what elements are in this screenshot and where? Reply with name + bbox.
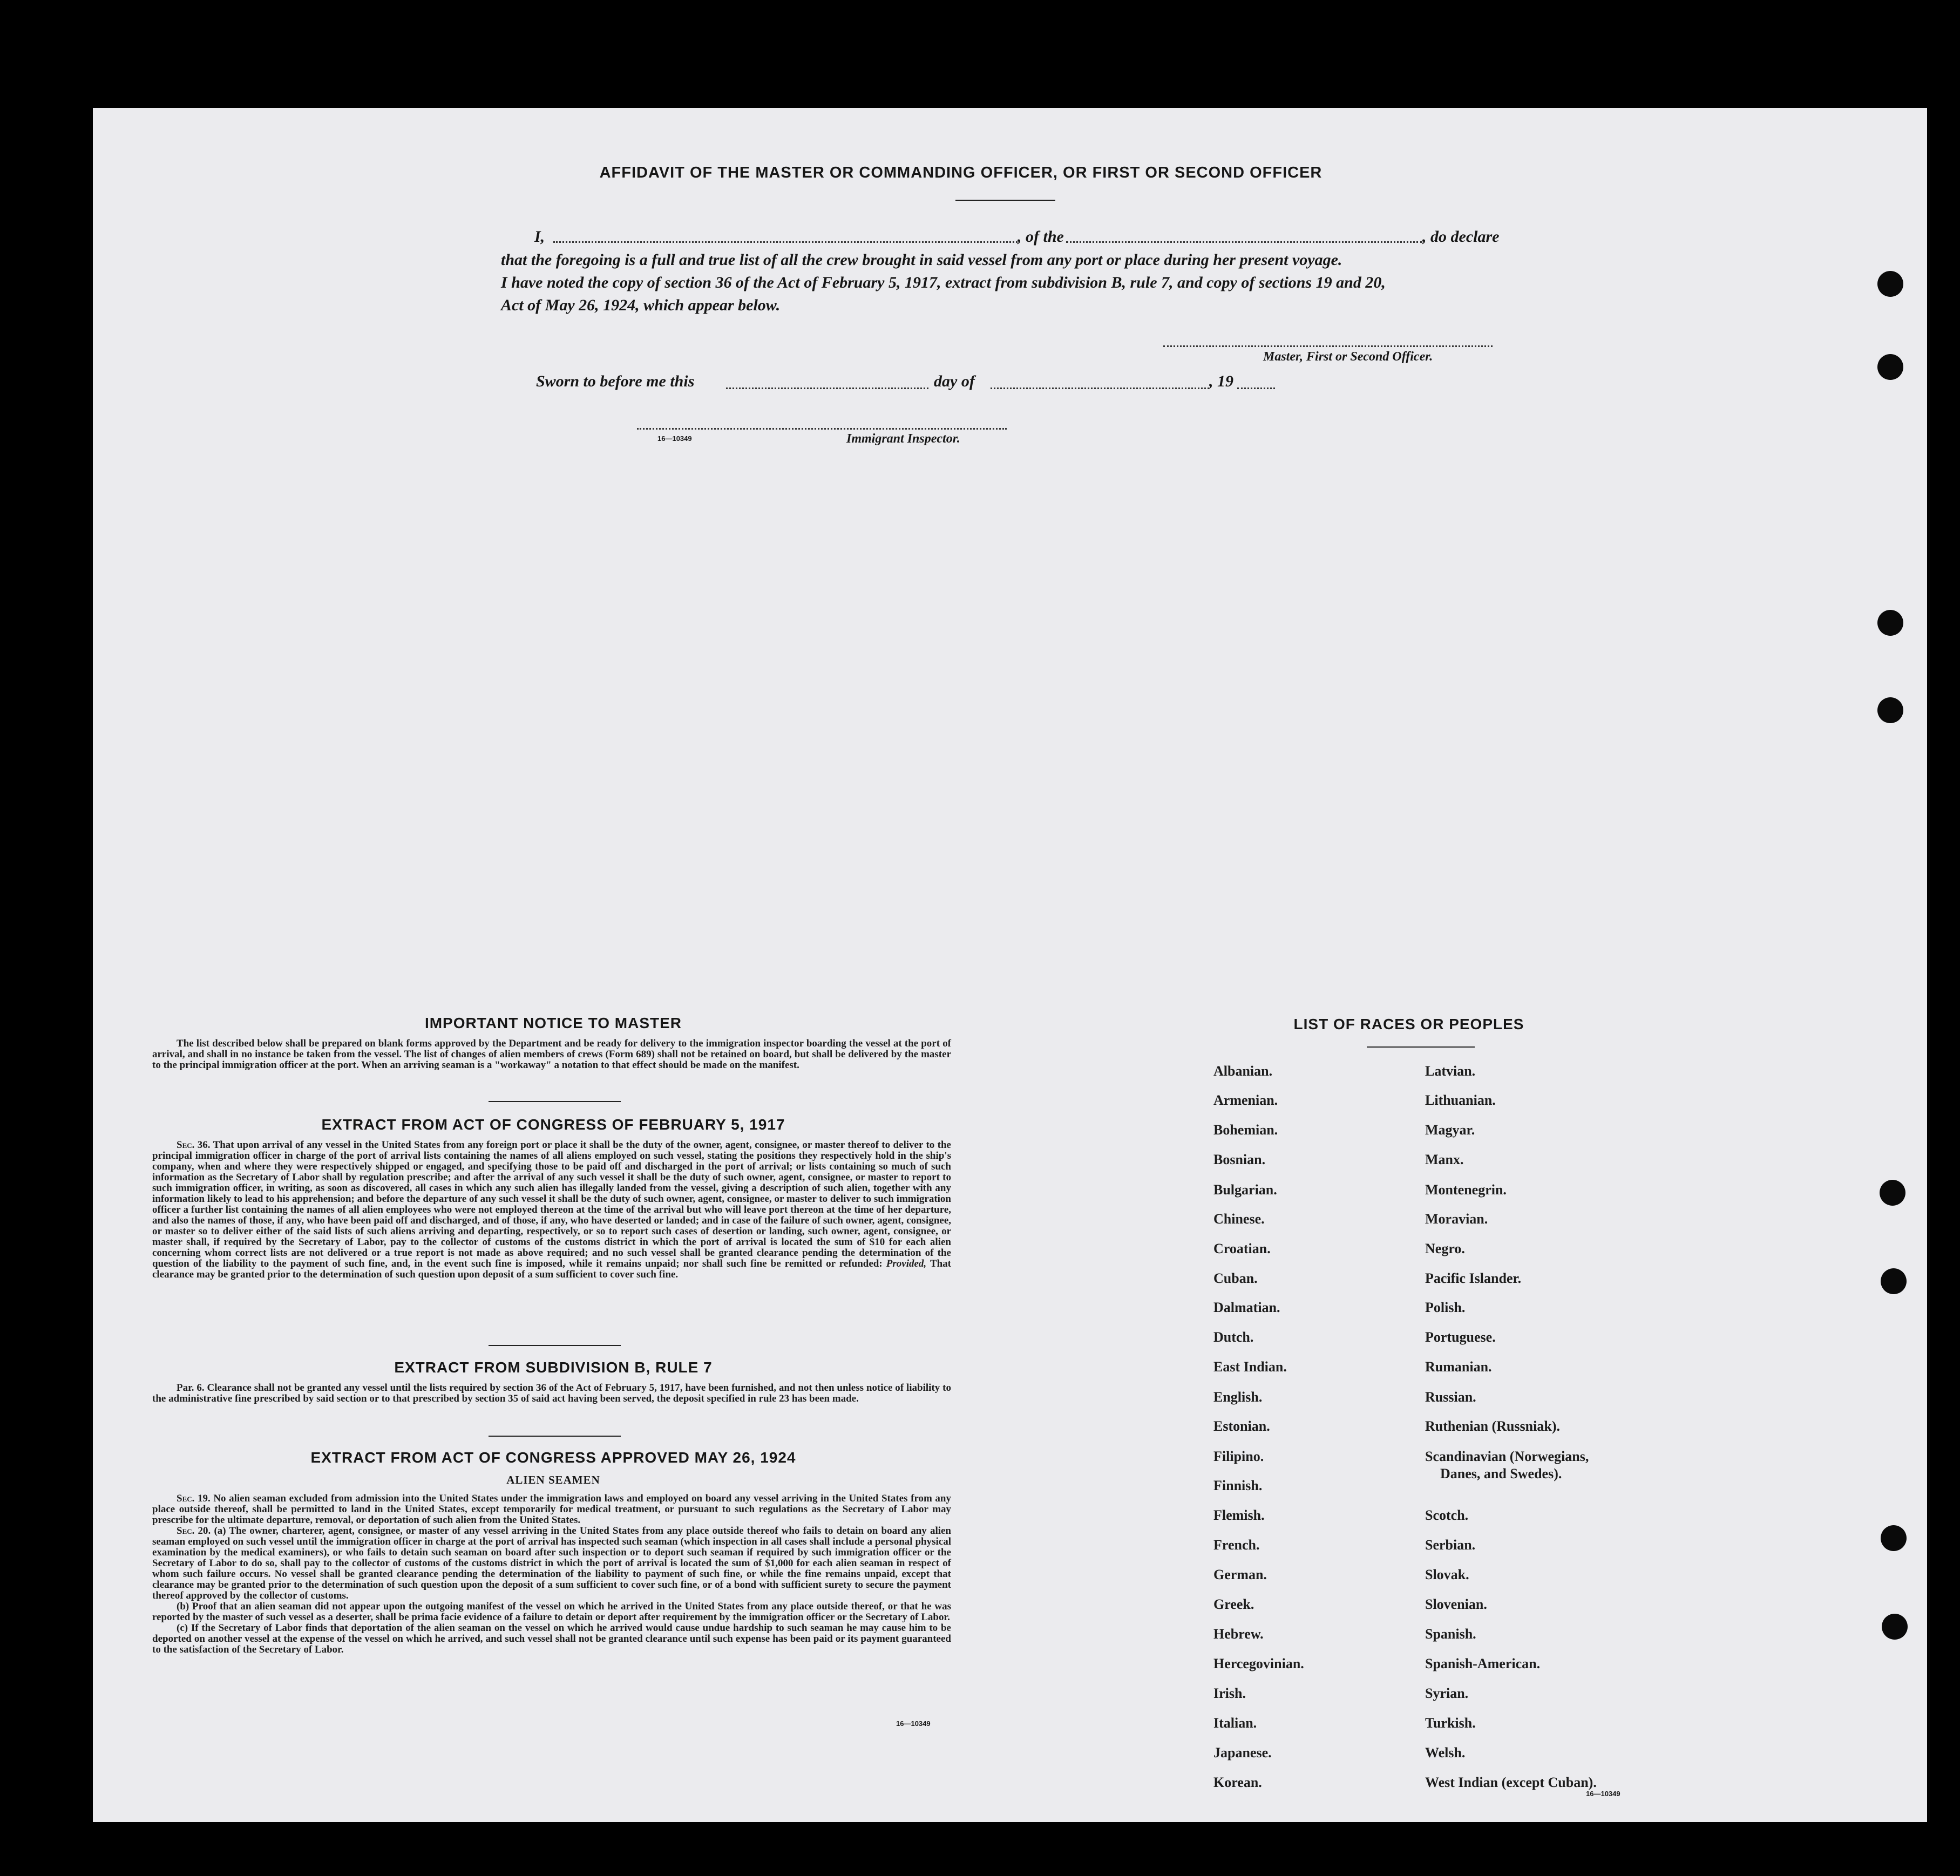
- race-item: Welsh.: [1425, 1745, 1466, 1761]
- race-item: Serbian.: [1425, 1537, 1476, 1553]
- race-item: Negro.: [1425, 1241, 1465, 1256]
- vessel-field[interactable]: [1066, 241, 1422, 243]
- day-of-text: day of: [934, 372, 975, 390]
- sections-19-20-text: [152, 1493, 951, 1655]
- binder-hole: [1877, 697, 1903, 723]
- race-item: Albanian.: [1213, 1063, 1273, 1079]
- race-item: English.: [1213, 1389, 1263, 1405]
- affidavit-do-declare: , do declare: [1422, 228, 1500, 246]
- divider: [1367, 1046, 1475, 1048]
- race-item: Syrian.: [1425, 1685, 1469, 1701]
- divider: [489, 1436, 621, 1437]
- race-item: Montenegrin.: [1425, 1182, 1507, 1198]
- race-item: Finnish.: [1213, 1478, 1263, 1493]
- section-label: Sec. 36.: [177, 1139, 211, 1151]
- binder-hole: [1880, 1180, 1905, 1206]
- race-item: Spanish.: [1425, 1626, 1476, 1642]
- affidavit-i: I,: [534, 228, 545, 246]
- rule-7-title: EXTRACT FROM SUBDIVISION B, RULE 7: [394, 1359, 713, 1376]
- form-number: 16—10349: [1586, 1790, 1620, 1798]
- race-item: French.: [1213, 1537, 1260, 1553]
- name-field[interactable]: [553, 241, 1018, 243]
- extract-1917-title: EXTRACT FROM ACT OF CONGRESS OF FEBRUARY 5, 1917: [321, 1116, 785, 1133]
- race-item: Bulgarian.: [1213, 1182, 1277, 1198]
- notice-text: [152, 1038, 951, 1071]
- affidavit-line-2: that the foregoing is a full and true list of all the crew brought in said vessel from any port or place during her present voyage.: [501, 251, 1342, 269]
- race-item: Dutch.: [1213, 1329, 1254, 1345]
- affidavit-of-the: , of the: [1018, 228, 1064, 246]
- race-item: Pacific Islander.: [1425, 1270, 1522, 1286]
- inspector-signature-line[interactable]: [637, 428, 1007, 430]
- race-item: Chinese.: [1213, 1211, 1265, 1227]
- section-label: Sec. 19.: [177, 1493, 211, 1504]
- race-item: Magyar.: [1425, 1122, 1475, 1138]
- binder-hole: [1881, 1525, 1907, 1551]
- divider: [955, 200, 1055, 201]
- section-20b-body: (b) Proof that an alien seaman did not appear upon the outgoing manifest of the vessel on which he arrived in the United States from any place outside thereof, or that he was reported by the master of such vessel as a deserter, shall be prima facie evidence of a failure to detain or deport after requirement by the immigration officer or the Secretary of Labor.: [152, 1601, 951, 1623]
- race-item: Polish.: [1425, 1300, 1466, 1315]
- race-item: Korean.: [1213, 1775, 1262, 1790]
- race-item: Scotch.: [1425, 1507, 1469, 1523]
- race-item: Danes, and Swedes).: [1440, 1466, 1562, 1481]
- affidavit-line-4: Act of May 26, 1924, which appear below.: [501, 296, 781, 314]
- race-item: Moravian.: [1425, 1211, 1488, 1227]
- binder-hole: [1877, 271, 1903, 297]
- inspector-caption: Immigrant Inspector.: [846, 432, 960, 446]
- race-item: Slovak.: [1425, 1567, 1469, 1582]
- section-36-body: That upon arrival of any vessel in the United States from any foreign port or place it shall be the duty of the owner, agent, consignee, or master thereof to deliver to the principal immigration officer in charge of the port of arrival lists containing the names of all aliens employed on such vessel, stating the positions they respectively hold in the ship's company, when and where they were respectively shipped or engaged, and specifying those to be paid off and discharged in the port of arrival; or lists containing so much of such information as the Secretary of Labor shall by regulation prescribe; and after the arrival of any such vessel it shall be the duty of such owner, agent, consignee, or master to report to such immigration officer, in writing, as soon as discovered, all cases in which any such alien has illegally landed from the vessel, giving a description of such alien, together with any information likely to lead to his apprehension; and before the departure of any such vessel it shall be the duty of such owner, agent, consignee, or master to deliver to such immigration officer a further list containing the names of all alien employees who were not employed thereon at the time of the arrival but who will leave port thereon at the time of her departure, and also the names of those, if any, who have been paid off and discharged, and of those, if any, who have deserted or landed; and in case of the failure of such owner, agent, consignee, or master so to deliver either of the said lists of such aliens arriving and departing, respectively, or so to report such cases of desertion or landing, such owner, agent, consignee, or master shall, if required by the Secretary of Labor, pay to the collector of customs of the customs district in which the port of arrival is located the sum of $10 for each alien concerning whom correct lists are not delivered or a true report is not made as above required; and no such vessel shall be granted clearance pending the determination of the question of the liability to the payment of such fine, and, in the event such fine is imposed, while it remains unpaid; nor shall such fine be remitted or refunded:: [152, 1139, 951, 1269]
- rule-7-paragraph: Par. 6. Clearance shall not be granted any vessel until the lists required by section 36 of the Act of February 5, 1917, have been furnished, and not then unless notice of liability to the administrative fine prescribed by said section or to that prescribed by section 35 of said act having been served, the deposit specified in rule 23 has been made.: [152, 1382, 951, 1404]
- section-20c-body: (c) If the Secretary of Labor finds that deportation of the alien seaman on the vessel on which he arrived would cause undue hardship to such seaman he may cause him to be deported on another vessel at the expense of the vessel on which he arrived, and such vessel shall not be granted clearance until such expense has been paid or its payment guaranteed to the satisfaction of the Secretary of Labor.: [152, 1622, 951, 1655]
- section-20a-body: (a) The owner, charterer, agent, consignee, or master of any vessel arriving in the United States from any place outside thereof who fails to detain on board any alien seaman employed on such vessel until the immigration officer in charge at the port of arrival has inspected such seaman (which inspection in all cases shall include a personal physical examination by the medical examiners), or who fails to detain such seaman on board after such inspection or to deport such seaman if required by such immigration officer or the Secretary of Labor to do so, shall pay to the collector of customs of the customs district in which the port of arrival is located the sum of $1,000 for each alien seaman in respect of whom such failure occurs. No vessel shall be granted clearance pending the determination of the liability to payment of such fine, or while the fine remains unpaid, except that clearance may be granted prior to the determination of such question upon the deposit of a sum sufficient to cover such fine, or of a bond with sufficient surety to secure the payment thereof approved by the collector of customs.: [152, 1525, 951, 1601]
- race-item: Rumanian.: [1425, 1359, 1492, 1375]
- race-item: Turkish.: [1425, 1715, 1476, 1731]
- race-item: Filipino.: [1213, 1449, 1264, 1464]
- binder-hole: [1882, 1614, 1908, 1640]
- race-item: Italian.: [1213, 1715, 1257, 1731]
- race-item: German.: [1213, 1567, 1267, 1582]
- race-item: Portuguese.: [1425, 1329, 1496, 1345]
- race-item: Flemish.: [1213, 1507, 1265, 1523]
- race-item: Manx.: [1425, 1152, 1464, 1167]
- race-item: East Indian.: [1213, 1359, 1287, 1375]
- form-number: 16—10349: [896, 1719, 931, 1728]
- sworn-month-field[interactable]: [991, 388, 1209, 389]
- race-item: Latvian.: [1425, 1063, 1476, 1079]
- race-item: Slovenian.: [1425, 1596, 1487, 1612]
- divider: [489, 1345, 621, 1346]
- race-item: Hebrew.: [1213, 1626, 1264, 1642]
- proviso-label: Provided,: [886, 1258, 927, 1269]
- section-19-body: No alien seaman excluded from admission into the United States under the immigration laws and employed on board any vessel arriving in the United States from any place outside thereof, shall be permitted to land in the United States, except temporarily for medical treatment, or pursuant to such regulations as the Secretary of Labor may prescribe for the ultimate departure, removal, or deportation of such alien from the United States.: [152, 1493, 951, 1526]
- rule-7-text: [152, 1383, 951, 1404]
- extract-1924-title: EXTRACT FROM ACT OF CONGRESS APPROVED MAY 26, 1924: [310, 1449, 796, 1466]
- race-item: Spanish-American.: [1425, 1656, 1541, 1671]
- notice-title: IMPORTANT NOTICE TO MASTER: [424, 1015, 682, 1031]
- notice-paragraph: The list described below shall be prepared on blank forms approved by the Department and be ready for delivery to the immigration inspector boarding the vessel at the port of arrival, and shall in no instance be taken from the vessel. The list of changes of alien members of crews (Form 689) shall not be retained on board, but shall be delivered by the master to the principal immigration officer at the port. When an arriving seaman is a "workaway" a notation to that effect should be made on the manifest.: [152, 1038, 951, 1071]
- divider: [489, 1101, 621, 1102]
- proviso-text: That clearance may be granted prior to the determination of such question upon deposit of a sum sufficient to cover such fine.: [152, 1258, 952, 1280]
- alien-seamen-subtitle: ALIEN SEAMEN: [506, 1473, 600, 1486]
- year-prefix: , 19: [1209, 372, 1233, 390]
- races-title: LIST OF RACES OR PEOPLES: [1293, 1016, 1524, 1032]
- section-label: Sec. 20.: [177, 1525, 211, 1537]
- affidavit-line-3: I have noted the copy of section 36 of the Act of February 5, 1917, extract from subdivision B, rule 7, and copy of sections 19 and 20,: [501, 274, 1386, 291]
- race-item: Bohemian.: [1213, 1122, 1278, 1138]
- race-item: Estonian.: [1213, 1418, 1270, 1434]
- race-item: Armenian.: [1213, 1092, 1278, 1108]
- race-item: Russian.: [1425, 1389, 1476, 1405]
- race-item: Irish.: [1213, 1685, 1246, 1701]
- race-item: Scandinavian (Norwegians,: [1425, 1449, 1589, 1464]
- race-item: Bosnian.: [1213, 1152, 1266, 1167]
- binder-hole: [1881, 1268, 1907, 1294]
- race-item: West Indian (except Cuban).: [1425, 1775, 1597, 1790]
- section-36-text: [152, 1140, 951, 1280]
- sworn-year-field[interactable]: [1237, 388, 1275, 389]
- sworn-day-field[interactable]: [726, 388, 928, 389]
- binder-hole: [1877, 354, 1903, 380]
- race-item: Ruthenian (Russniak).: [1425, 1418, 1560, 1434]
- race-item: Dalmatian.: [1213, 1300, 1280, 1315]
- form-number: 16—10349: [657, 434, 692, 443]
- race-item: Hercegovinian.: [1213, 1656, 1304, 1671]
- signature-caption: Master, First or Second Officer.: [1263, 350, 1433, 364]
- race-item: Greek.: [1213, 1596, 1254, 1612]
- race-item: Croatian.: [1213, 1241, 1271, 1256]
- signature-line[interactable]: [1163, 345, 1493, 347]
- race-item: Lithuanian.: [1425, 1092, 1496, 1108]
- binder-hole: [1877, 610, 1903, 636]
- sworn-text: Sworn to before me this: [536, 372, 695, 390]
- race-item: Japanese.: [1213, 1745, 1272, 1761]
- race-item: Cuban.: [1213, 1270, 1258, 1286]
- affidavit-title: AFFIDAVIT OF THE MASTER OR COMMANDING OFFICER, OR FIRST OR SECOND OFFICER: [599, 164, 1323, 181]
